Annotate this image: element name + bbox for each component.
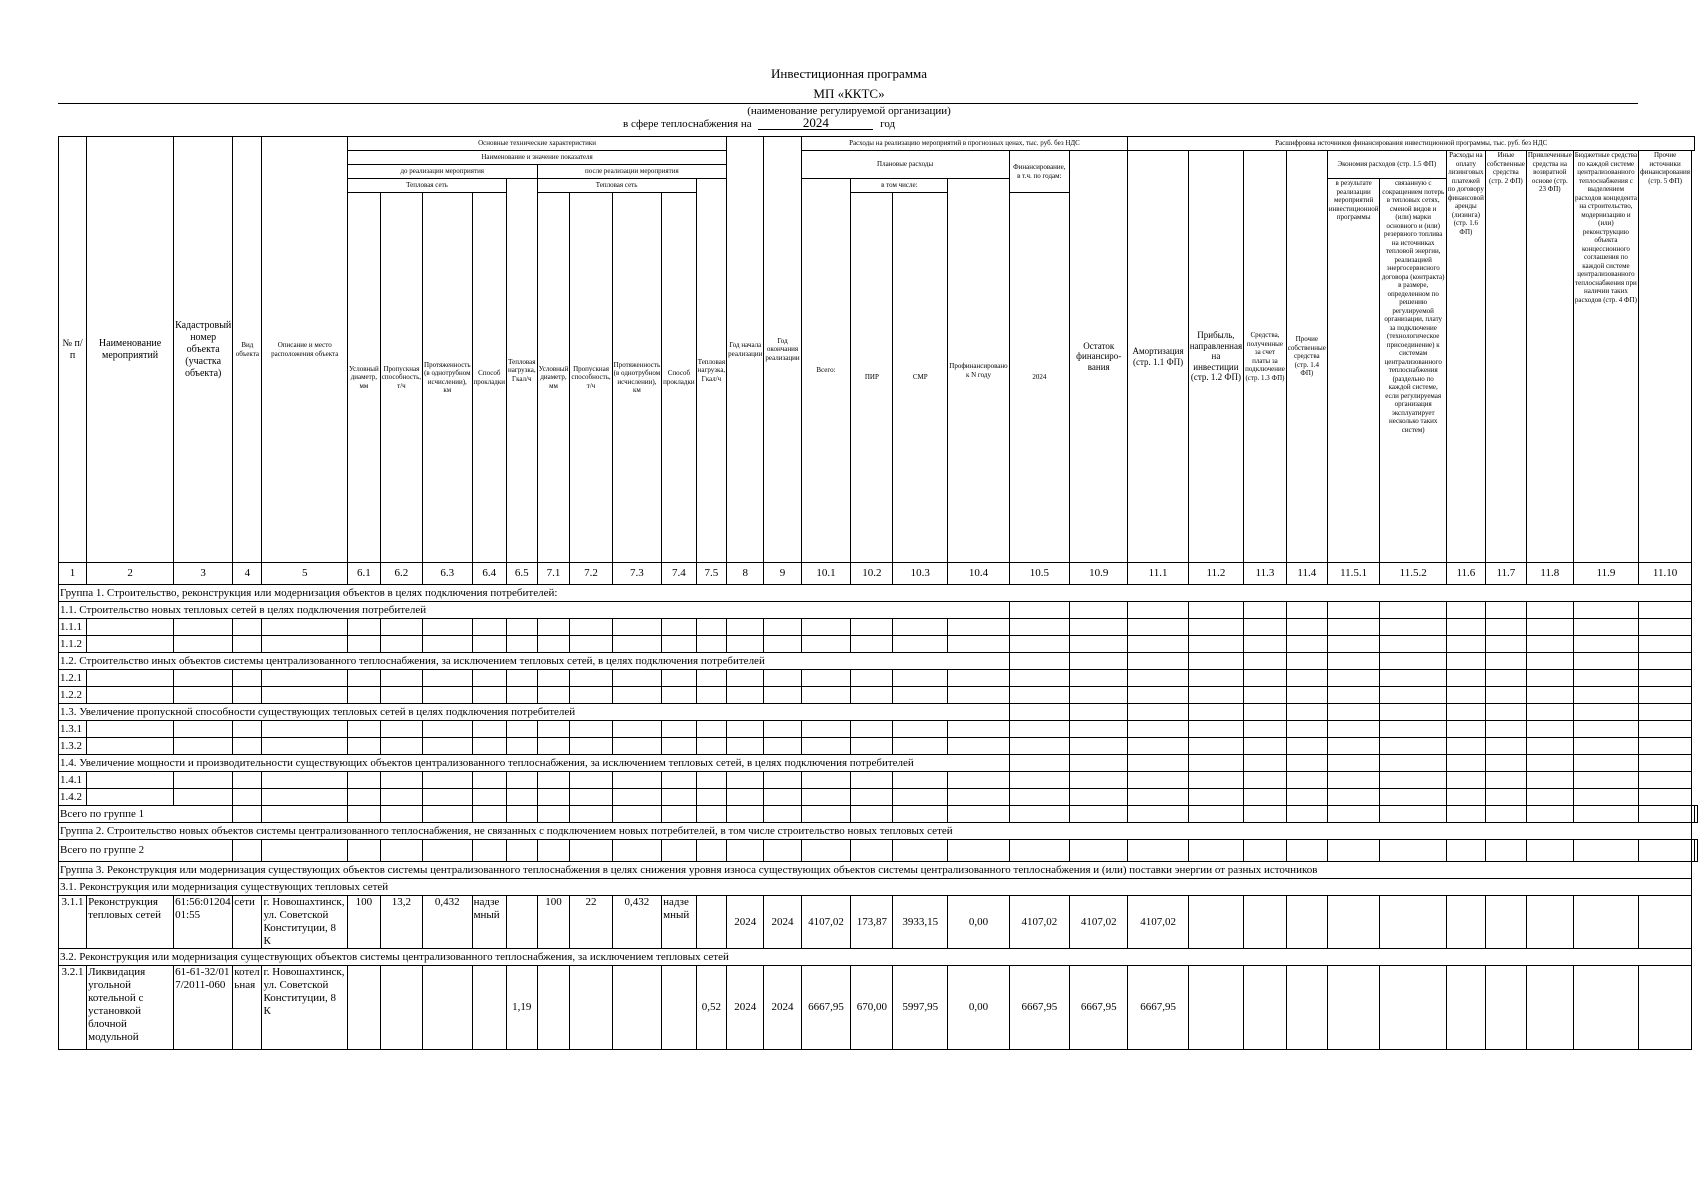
object-kind: сети [233,896,262,949]
financing-rest: 4107,02 [1070,896,1128,949]
group-1-row: Группа 1. Строительство, реконструкция или модернизация объектов в целях подключения потребителей: [59,585,1692,602]
before-header: до реализации мероприятия [347,165,537,179]
col-year-end-header: Год окончания реализации [764,137,801,563]
diameter-before: 100 [347,896,380,949]
planned-costs-header: Плановые расходы [801,151,1009,179]
cadastral-number: 61-61-32/017/2011-060 [174,966,233,1050]
pir-cost: 670,00 [851,966,893,1050]
smr-header: СМР [893,193,948,563]
organization-caption: (наименование регулируемой организации) [747,105,951,117]
colnum: 6.2 [380,563,422,585]
capacity-after: 22 [570,896,612,949]
financed-prev: 0,00 [948,896,1009,949]
colnum: 11.3 [1244,563,1287,585]
total-cost: 6667,95 [801,966,851,1050]
row-number: 1.2.1 [59,670,87,687]
column-numbers-row [59,563,1698,585]
table-row [59,966,1698,1050]
financing-by-years-header: Финансирование, в т.ч. по годам: [1009,151,1069,193]
total-cost: 4107,02 [801,896,851,949]
colnum: 1 [59,563,87,585]
incl-header: в том числе: [851,179,948,193]
tech-characteristics-header: Основные технические характеристики [347,137,726,151]
title-underline [58,103,1638,104]
laying-before: надземный [472,896,506,949]
table-row [59,721,1698,738]
economy-header: Экономия расходов (стр. 1.5 ФП) [1327,151,1446,179]
group-3-row: Группа 3. Реконструкция или модернизация существующих объектов системы централизованного теплоснабжения в целях снижения уровня износа существующих объектов системы централизованного теплоснабжения и (или) поставки энергии от разных источников [59,862,1692,879]
table-row [59,687,1698,704]
investment-table [58,136,1698,1050]
cap-after-header: Пропускная способность, т/ч [570,193,612,563]
laying-after: надземный [662,896,696,949]
financing-2024: 6667,95 [1009,966,1069,1050]
group-1-total-row: Всего по группе 1 [59,806,233,823]
colnum: 11.9 [1573,563,1638,585]
colnum: 11.5.2 [1380,563,1446,585]
object-description: г. Новошахтинск, ул. Советской Конституции, 8 К [262,896,347,949]
object-kind: котельная [233,966,262,1050]
colnum: 2 [87,563,174,585]
subgroup-1-3-row: 1.3. Увеличение пропускной способности существующих тепловых сетей в целях подключения потребителей [59,704,1010,721]
colnum: 10.2 [851,563,893,585]
load-after-header: Тепловая нагрузка, Гкал/ч [696,179,727,563]
measure-name: Ликвидация угольной котельной с установкой блочной модульной [87,966,174,1050]
group-2-total-row: Всего по группе 2 [59,840,233,862]
other-sources-header: Прочие источники финансирования (стр. 5 ФП) [1639,151,1692,563]
colnum: 11.4 [1286,563,1327,585]
financed-prev: 0,00 [948,966,1009,1050]
program-year: 2024 [758,117,873,130]
row-number: 1.1.1 [59,619,87,636]
subgroup-3-2-row: 3.2. Реконструкция или модернизация существующих объектов системы централизованного теплоснабжения, за исключением тепловых сетей [59,949,1692,966]
cadastral-number: 61:56:0120401:55 [174,896,233,949]
row-number: 3.1.1 [59,896,87,949]
object-description: г. Новошахтинск, ул. Советской Конституции, 8 К [262,966,347,1050]
net-after-header: Тепловая сеть [537,179,696,193]
lay-after-header: Способ прокладки [662,193,696,563]
diameter-after: 100 [537,896,570,949]
colnum: 11.2 [1188,563,1243,585]
smr-cost: 3933,15 [893,896,948,949]
col-cadastral-header: Кадастровый номер объекта (участка объекта) [174,137,233,563]
group-2-row: Группа 2. Строительство новых объектов системы централизованного теплоснабжения, не связанных с подключением новых потребителей, в том числе строительство новых тепловых сетей [59,823,1692,840]
row-number: 1.4.2 [59,789,87,806]
other-funds-header: Иные собственные средства (стр. 2 ФП) [1485,151,1526,563]
row-number: 1.3.1 [59,721,87,738]
economy-1-header: в результате реализации мероприятий инвестиционной программы [1327,179,1380,563]
amortization-header: Амортизация (стр. 1.1 ФП) [1128,151,1188,563]
table-row [59,789,1698,806]
colnum: 11.1 [1128,563,1188,585]
year-end: 2024 [764,896,801,949]
colnum: 6.4 [472,563,506,585]
length-before: 0,432 [423,896,473,949]
financing-2024: 4107,02 [1009,896,1069,949]
financing-rest-header: Остаток финансиро-вания [1070,151,1128,563]
year-2024-header: 2024 [1009,193,1069,563]
colnum: 6.3 [423,563,473,585]
subgroup-1-2-row: 1.2. Строительство иных объектов системы централизованного теплоснабжения, за исключением тепловых сетей, в целях подключения потребителей [59,653,1010,670]
colnum: 8 [727,563,764,585]
colnum: 11.5.1 [1327,563,1380,585]
colnum: 6.5 [507,563,538,585]
col-name-header: Наименование мероприятий [87,137,174,563]
pir-header: ПИР [851,193,893,563]
net-before-header: Тепловая сеть [347,179,506,193]
organization-name: МП «ККТС» [813,86,885,101]
load-before: 1,19 [507,966,538,1050]
colnum: 11.10 [1639,563,1692,585]
borrowed-funds-header: Привлеченные средства на возвратной основе (стр. 23 ФП) [1526,151,1573,563]
budget-funds-header: Бюджетные средства по каждой системе централизованного теплоснабжения с выделением расходов концедента на строительство, модернизацию и (или) реконструкцию объекта концессионного соглашения по каждой системе централизованного теплоснабжения при наличии таких расходов (стр. 4 ФП) [1573,151,1638,563]
year-end: 2024 [764,966,801,1050]
pir-cost: 173,87 [851,896,893,949]
table-row [59,738,1698,755]
table-row [59,896,1698,949]
load-before-header: Тепловая нагрузка, Гкал/ч [507,179,538,563]
len-before-header: Протяженность (в однотрубном исчислении), км [423,193,473,563]
subgroup-1-4-row: 1.4. Увеличение мощности и производительности существующих объектов централизованного теплоснабжения, за исключением тепловых сетей, в целях подключения потребителей [59,755,1010,772]
colnum: 10.4 [948,563,1009,585]
col-description-header: Описание и место расположения объекта [262,137,347,563]
table-row [59,772,1698,789]
colnum: 11.6 [1446,563,1485,585]
year-start: 2024 [727,896,764,949]
diam-after-header: Условный диаметр, мм [537,193,570,563]
table-row [59,619,1698,636]
colnum: 7.1 [537,563,570,585]
colnum: 7.5 [696,563,727,585]
costs-header: Расходы на реализацию мероприятий в прогнозных ценах, тыс. руб. без НДС [801,137,1128,151]
sphere-line [623,117,895,130]
colnum: 10.9 [1070,563,1128,585]
sphere-prefix: в сфере теплоснабжения на [623,118,752,130]
length-after: 0,432 [612,896,662,949]
after-header: после реализации мероприятия [537,165,727,179]
colnum: 3 [174,563,233,585]
colnum: 10.5 [1009,563,1069,585]
row-number: 1.4.1 [59,772,87,789]
row-number: 3.2.1 [59,966,87,1050]
financing-rest: 6667,95 [1070,966,1128,1050]
colnum: 6.1 [347,563,380,585]
colnum: 7.4 [662,563,696,585]
colnum: 11.8 [1526,563,1573,585]
subgroup-3-1-row: 3.1. Реконструкция или модернизация существующих тепловых сетей [59,879,1692,896]
colnum: 10.3 [893,563,948,585]
smr-cost: 5997,95 [893,966,948,1050]
col-kind-header: Вид объекта [233,137,262,563]
connection-fee-header: Средства, полученные за счет платы за подключение (стр. 1.3 ФП) [1244,151,1287,563]
profit-header: Прибыль, направленная на инвестиции (стр. 1.2 ФП) [1188,151,1243,563]
own-funds-header: Прочие собственные средства (стр. 1.4 ФП) [1286,151,1327,563]
sphere-suffix: год [880,118,896,130]
table-row [59,636,1698,653]
len-after-header: Протяженность (в однотрубном исчислении), км [612,193,662,563]
economy-2-header: связанную с сокращением потерь в тепловых сетях, сменой видов и (или) марки основного и (или) резервного топлива на источниках тепловой энергии, реализацией энергосервисного договора (контракта) в размере, определенном по решению регулируемой организации, плату за подключение (технологическое присоединение) к системам централизованного теплоснабжения (раздельно по каждой системе, если регулируемая организация эксплуатирует несколько таких систем) [1380,179,1446,563]
col-year-start-header: Год начала реализации [727,137,764,563]
row-number: 1.2.2 [59,687,87,704]
col-num-header: № п/п [59,137,87,563]
financed-prev-header: Профинансировано к N году [948,179,1009,563]
total-header: Всего: [801,179,851,563]
capacity-before: 13,2 [380,896,422,949]
colnum: 9 [764,563,801,585]
indicator-header: Наименование и значение показателя [347,151,726,165]
colnum: 10.1 [801,563,851,585]
colnum: 7.2 [570,563,612,585]
table-row [59,670,1698,687]
row-number: 1.1.2 [59,636,87,653]
document-title: Инвестиционная программа [771,66,927,81]
amortization: 4107,02 [1128,896,1188,949]
colnum: 11.7 [1485,563,1526,585]
colnum: 5 [262,563,347,585]
subgroup-1-1-row: 1.1. Строительство новых тепловых сетей в целях подключения потребителей [59,602,1010,619]
colnum: 4 [233,563,262,585]
colnum: 7.3 [612,563,662,585]
measure-name: Реконструкция тепловых сетей [87,896,174,949]
load-after: 0,52 [696,966,727,1050]
year-start: 2024 [727,966,764,1050]
lease-header: Расходы на оплату лизинговых платежей по договору финансовой аренды (лизинга) (стр. 1.6 ФП) [1446,151,1485,563]
cap-before-header: Пропускная способность, т/ч [380,193,422,563]
sources-header: Расшифровка источников финансирования инвестиционной программы, тыс. руб. без НДС [1128,137,1695,151]
amortization: 6667,95 [1128,966,1188,1050]
row-number: 1.3.2 [59,738,87,755]
diam-before-header: Условный диаметр, мм [347,193,380,563]
lay-before-header: Способ прокладки [472,193,506,563]
